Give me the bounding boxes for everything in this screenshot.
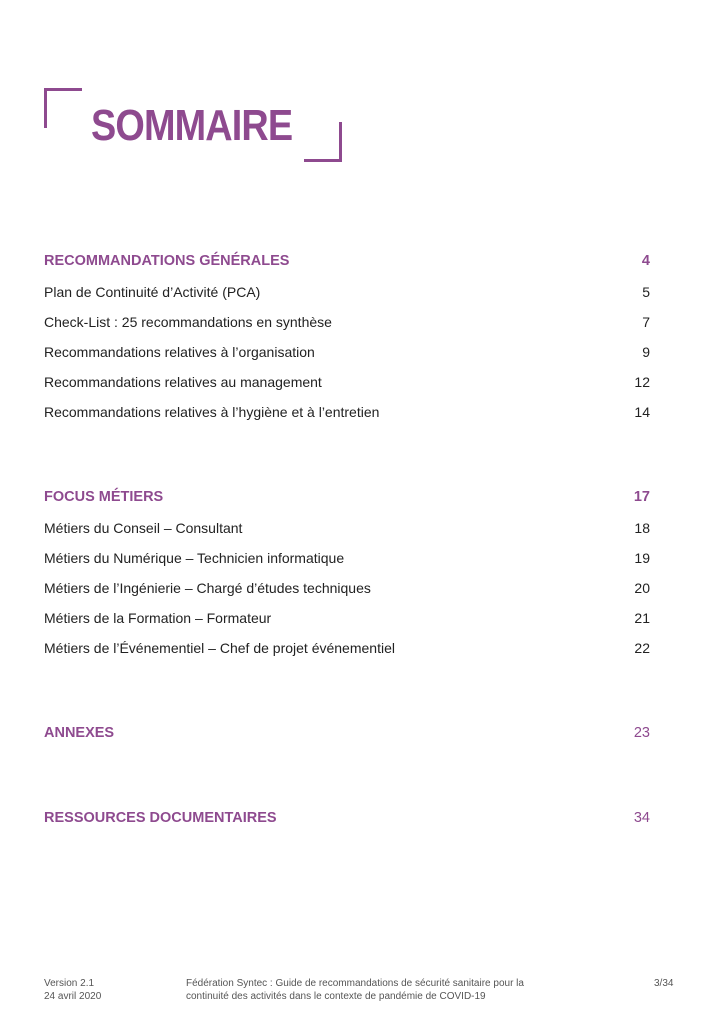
- toc-heading-ressources-documentaires[interactable]: [44, 807, 650, 829]
- toc-item-page: 14: [634, 404, 650, 420]
- toc-item[interactable]: [44, 637, 650, 659]
- toc-item[interactable]: [44, 547, 650, 569]
- toc-item-label: Recommandations relatives à l’hygiène et à l’entretien: [44, 404, 380, 420]
- footer-version: Version 2.1: [44, 978, 95, 989]
- title-bracket-bottom-right: [304, 122, 342, 162]
- toc-heading-focus-metiers[interactable]: [44, 486, 650, 508]
- toc-item-label: Métiers de l’Événementiel – Chef de projet événementiel: [44, 640, 395, 656]
- footer-page-number: 3/34: [654, 978, 674, 989]
- toc-item[interactable]: [44, 371, 650, 393]
- toc-item-label: Métiers de la Formation – Formateur: [44, 610, 272, 626]
- toc-item[interactable]: [44, 401, 650, 423]
- footer-doc-line-2: continuité des activités dans le contexte de pandémie de COVID-19: [186, 991, 486, 1002]
- toc-heading-page: 34: [633, 810, 650, 826]
- toc-item-label: Plan de Continuité d’Activité (PCA): [44, 284, 261, 300]
- toc-heading-label: FOCUS MÉTIERS: [44, 489, 164, 505]
- toc-item-page: 12: [634, 374, 650, 390]
- toc-item-label: Métiers du Conseil – Consultant: [44, 520, 243, 536]
- toc-heading-page: 23: [633, 725, 650, 741]
- toc-item[interactable]: [44, 311, 650, 333]
- toc-item[interactable]: [44, 281, 650, 303]
- footer-doc-line-1: Fédération Syntec : Guide de recommandations de sécurité sanitaire pour la: [186, 978, 524, 989]
- toc-heading-label: RECOMMANDATIONS GÉNÉRALES: [44, 253, 290, 269]
- toc-item-page: 19: [634, 550, 650, 566]
- toc-heading-page: 4: [641, 253, 650, 269]
- toc-item-page: 7: [642, 314, 650, 330]
- toc-item-page: 18: [634, 520, 650, 536]
- toc-item-page: 21: [634, 610, 650, 626]
- toc-heading-recommandations-generales[interactable]: [44, 250, 650, 272]
- toc-item-page: 9: [642, 344, 650, 360]
- toc-item[interactable]: [44, 517, 650, 539]
- toc-item-page: 5: [642, 284, 650, 300]
- toc-item[interactable]: [44, 577, 650, 599]
- footer-document-title: [186, 977, 524, 1003]
- toc-item[interactable]: [44, 341, 650, 363]
- footer-version-block: [44, 977, 101, 1003]
- title-bracket-top-left: [44, 88, 82, 128]
- toc-item-page: 22: [634, 640, 650, 656]
- toc-heading-label: ANNEXES: [44, 725, 115, 741]
- toc-item[interactable]: [44, 607, 650, 629]
- toc-heading-label: RESSOURCES DOCUMENTAIRES: [44, 810, 277, 826]
- toc-item-label: Métiers du Numérique – Technicien informatique: [44, 550, 345, 566]
- toc-item-label: Check-List : 25 recommandations en synthèse: [44, 314, 332, 330]
- toc-item-page: 20: [634, 580, 650, 596]
- toc-item-label: Recommandations relatives à l’organisation: [44, 344, 315, 360]
- page-title: SOMMAIRE: [91, 101, 293, 150]
- footer-date: 24 avril 2020: [44, 991, 102, 1002]
- toc-heading-annexes[interactable]: [44, 722, 650, 744]
- toc-item-label: Recommandations relatives au management: [44, 374, 322, 390]
- toc-item-label: Métiers de l’Ingénierie – Chargé d’études techniques: [44, 580, 371, 596]
- toc-heading-page: 17: [633, 489, 650, 505]
